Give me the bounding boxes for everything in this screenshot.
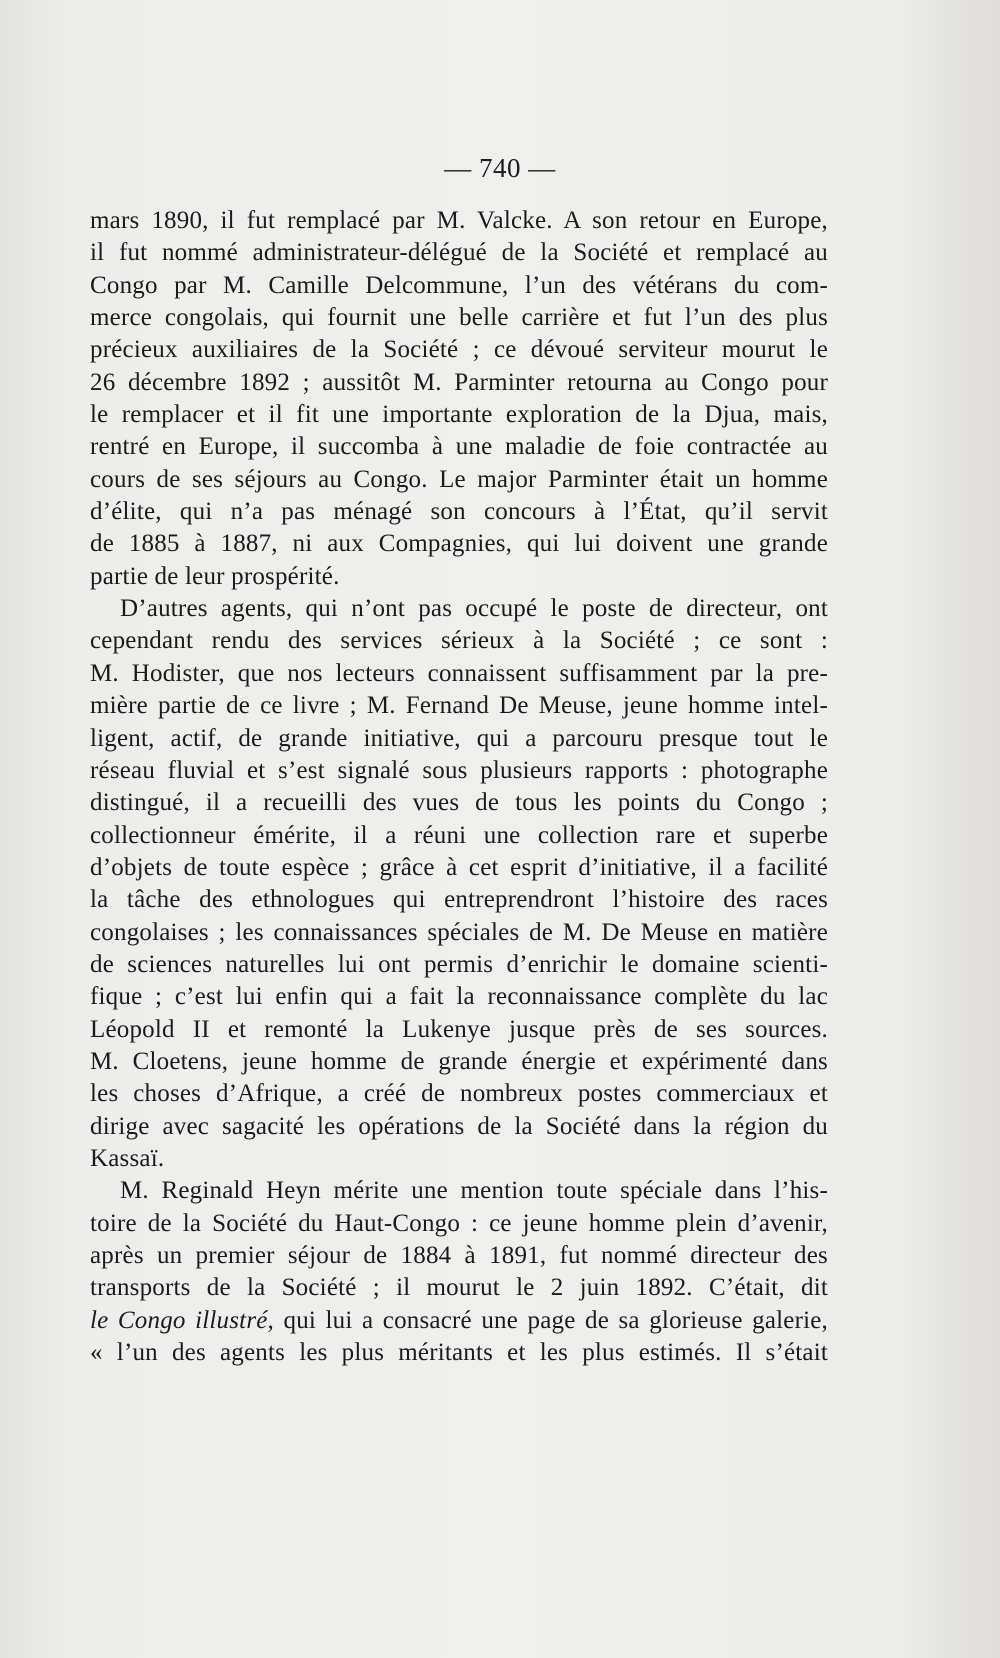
text-line: il fut nommé administrateur-délégué de la Société et remplacé au	[90, 239, 828, 267]
text-line: mars 1890, il fut remplacé par M. Valcke. A son retour en Europe,	[90, 207, 828, 234]
text-line: d’élite, qui n’a pas ménagé son concours à l’État, qu’il servit	[90, 498, 828, 526]
text-line: merce congolais, qui fournit une belle carrière et fut l’un des plus	[90, 304, 828, 332]
paragraph-3	[90, 1175, 828, 1369]
text-line: dirige avec sagacité les opérations de la Société dans la région du	[90, 1112, 828, 1140]
text-line: les choses d’Afrique, a créé de nombreux postes commerciaux et	[90, 1080, 828, 1108]
text-line: après un premier séjour de 1884 à 1891, fut nommé directeur des	[90, 1242, 828, 1269]
text-line: « l’un des agents les plus méritants et les plus estimés. Il s’était	[90, 1339, 828, 1367]
paragraph-2	[90, 593, 828, 1175]
text-line: D’autres agents, qui n’ont pas occupé le poste de directeur, ont	[120, 595, 828, 623]
text-line: M. Reginald Heyn mérite une mention toute spéciale dans l’his-	[120, 1177, 828, 1205]
text-line: rentré en Europe, il succomba à une maladie de foie contractée au	[90, 433, 828, 461]
text-line: fique ; c’est lui enfin qui a fait la reconnaissance complète du lac	[90, 983, 828, 1011]
text-line: réseau fluvial et s’est signalé sous plusieurs rapports : photographe	[90, 756, 828, 784]
text-line: 26 décembre 1892 ; aussitôt M. Parminter retourna au Congo pour	[90, 368, 828, 396]
body-text	[90, 205, 828, 1369]
text-line: la tâche des ethnologues qui entreprendront l’histoire des races	[90, 886, 828, 914]
text-line: partie de leur prospérité.	[90, 562, 340, 590]
text-line: distingué, il a recueilli des vues de tous les points du Congo ;	[90, 789, 828, 817]
text-line: ligent, actif, de grande initiative, qui a parcouru presque tout le	[90, 724, 828, 752]
text-line: Congo par M. Camille Delcommune, l’un des vétérans du com-	[90, 271, 828, 299]
text-line: cependant rendu des services sérieux à la Société ; ce sont :	[90, 627, 828, 655]
page-number: — 740 —	[444, 153, 556, 183]
text-line: cours de ses séjours au Congo. Le major Parminter était un homme	[90, 465, 828, 493]
text-line: d’objets de toute espèce ; grâce à cet esprit d’initiative, il a facilité	[90, 853, 828, 881]
text-line: toire de la Société du Haut-Congo : ce jeune homme plein d’avenir,	[90, 1209, 828, 1237]
text-line: mière partie de ce livre ; M. Fernand De Meuse, jeune homme intel-	[90, 692, 828, 720]
text-line: de sciences naturelles lui ont permis d’enrichir le domaine scienti-	[90, 950, 828, 978]
text-line: précieux auxiliaires de la Société ; ce dévoué serviteur mourut le	[90, 336, 828, 364]
text-line: transports de la Société ; il mourut le 2 juin 1892. C’était, dit	[90, 1274, 828, 1302]
text-line: de 1885 à 1887, ni aux Compagnies, qui lui doivent une grande	[90, 530, 828, 558]
text-line: Léopold II et remonté la Lukenye jusque près de ses sources.	[90, 1015, 828, 1043]
paragraph-1	[90, 205, 828, 593]
text-line: congolaises ; les connaissances spéciales de M. De Meuse en matière	[90, 918, 828, 946]
text-line: M. Cloetens, jeune homme de grande énergie et expérimenté dans	[90, 1047, 828, 1075]
italic-line-rest: qui lui a consacré une page de sa glorieuse galerie,	[274, 1306, 829, 1334]
text-line: M. Hodister, que nos lecteurs connaissent suffisamment par la pre-	[90, 659, 828, 687]
text-line: collectionneur émérite, il a réuni une collection rare et superbe	[90, 821, 828, 849]
italic-title: le Congo illustré,	[90, 1306, 274, 1334]
text-line: Kassaï.	[90, 1144, 165, 1172]
text-line-italic-title	[90, 1305, 828, 1337]
text-line: le remplacer et il fit une importante exploration de la Djua, mais,	[90, 401, 828, 429]
